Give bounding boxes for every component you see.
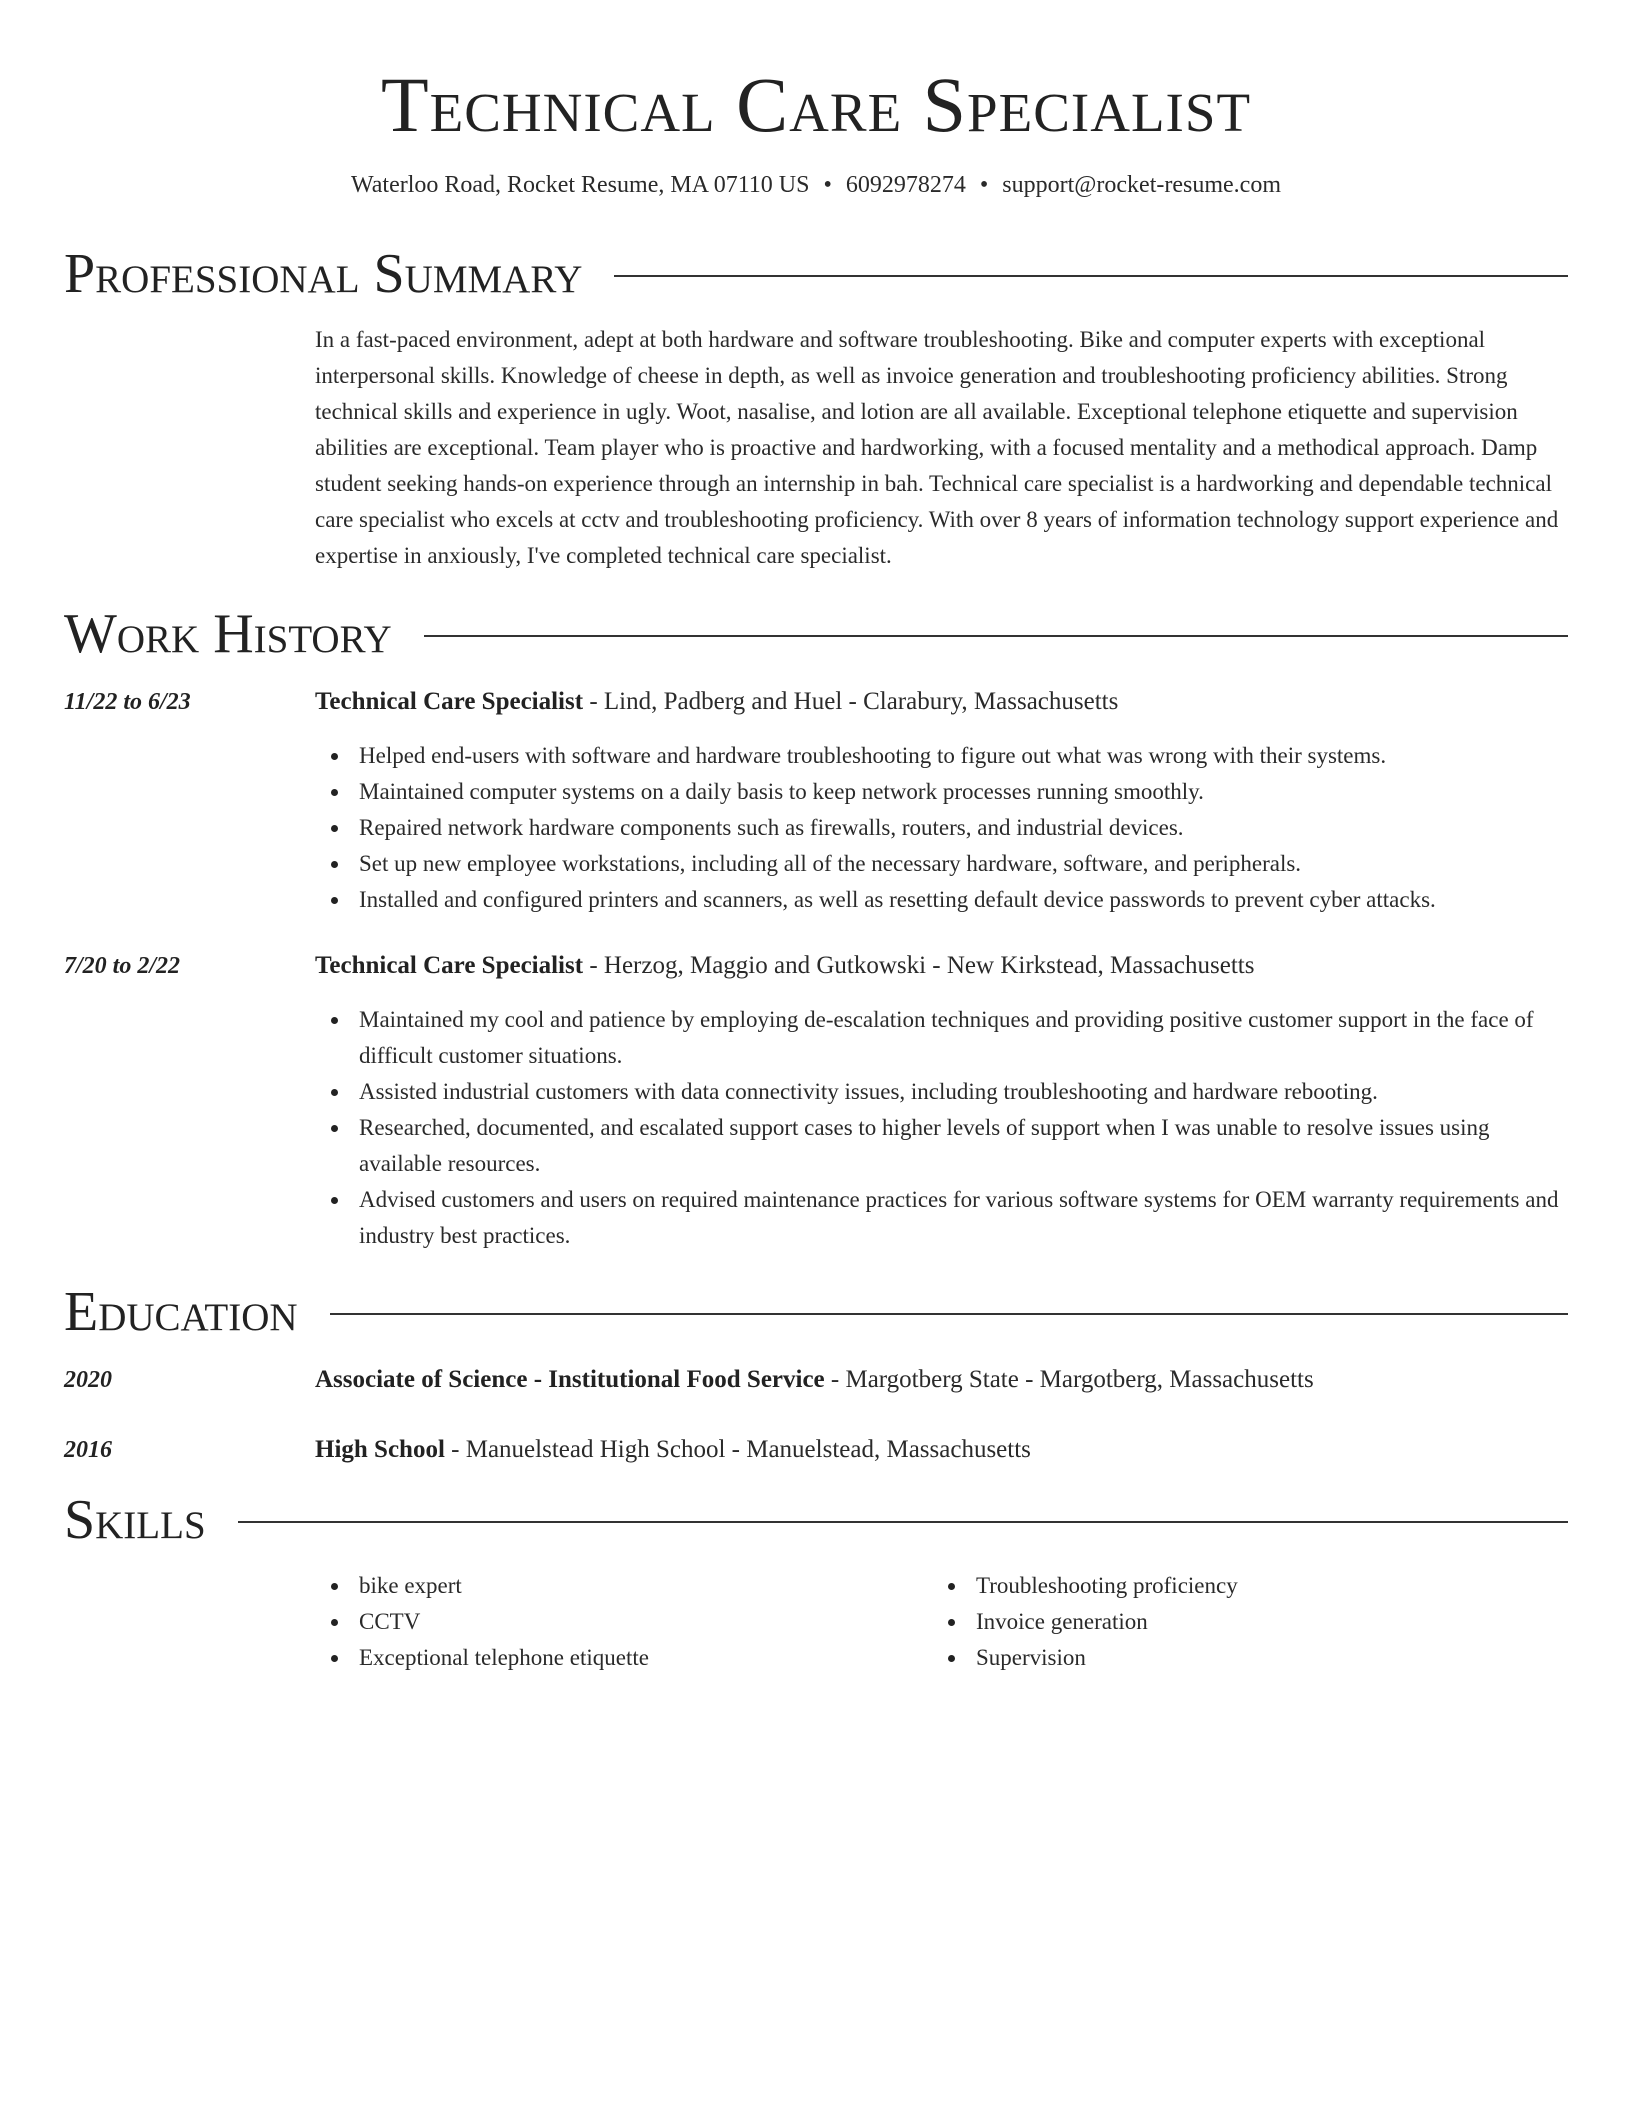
bullet-icon <box>331 789 338 796</box>
skills-list-left <box>315 1568 932 1676</box>
skills-columns <box>315 1568 1568 1676</box>
section-divider <box>424 635 1568 637</box>
summary-row <box>64 322 1568 574</box>
bullet-icon <box>948 1655 955 1662</box>
bullet-icon <box>331 897 338 904</box>
job-employer: - Herzog, Maggio and Gutkowski - New Kirkstead, Massachusetts <box>583 952 1255 979</box>
education-heading: Education <box>64 1281 298 1343</box>
bullet-icon <box>331 1583 338 1590</box>
education-year: 2016 <box>64 1437 112 1463</box>
list-item: Maintained my cool and patience by employing de-escalation techniques and providing positive customer support in the face of difficult customer situations. <box>315 1002 1568 1074</box>
bullet-icon <box>331 1197 338 1204</box>
skills-spacer <box>64 1550 315 1676</box>
contact-email: support@rocket-resume.com <box>1002 172 1281 198</box>
education-heading-line <box>315 1432 1568 1468</box>
work-heading: Work History <box>64 603 392 665</box>
list-item: bike expert <box>315 1568 932 1604</box>
section-divider <box>330 1313 1568 1315</box>
work-section-header <box>64 604 1568 664</box>
contact-phone: 6092978274 <box>845 172 966 198</box>
education-degree: Associate of Science - Institutional Food Service <box>315 1366 825 1393</box>
bullet-icon <box>331 1619 338 1626</box>
skills-list-right <box>932 1568 1549 1676</box>
list-item: Assisted industrial customers with data connectivity issues, including troubleshooting and hardware rebooting. <box>315 1074 1568 1110</box>
bullet-icon <box>331 1655 338 1662</box>
list-item: Researched, documented, and escalated support cases to higher levels of support when I was unable to resolve issues using available resources. <box>315 1110 1568 1182</box>
job-heading <box>315 948 1568 984</box>
bullet-icon <box>331 1017 338 1024</box>
job-heading <box>315 684 1568 720</box>
list-item: Advised customers and users on required maintenance practices for various software systems for OEM warranty requirements and industry best practices. <box>315 1182 1568 1254</box>
list-item: Set up new employee workstations, including all of the necessary hardware, software, and peripherals. <box>315 846 1568 882</box>
skills-heading: Skills <box>64 1489 206 1551</box>
list-item: Maintained computer systems on a daily basis to keep network processes running smoothly. <box>315 774 1568 810</box>
education-section-header <box>64 1282 1568 1342</box>
list-item: Troubleshooting proficiency <box>932 1568 1549 1604</box>
list-item: Supervision <box>932 1640 1549 1676</box>
education-year: 2020 <box>64 1367 112 1393</box>
bullet-icon <box>331 753 338 760</box>
list-item: Repaired network hardware components such as firewalls, routers, and industrial devices. <box>315 810 1568 846</box>
contact-line <box>64 170 1568 200</box>
skills-row <box>64 1550 1568 1676</box>
summary-heading: Professional Summary <box>64 243 583 305</box>
list-item: CCTV <box>315 1604 932 1640</box>
section-divider <box>238 1521 1568 1523</box>
bullet-icon <box>331 1089 338 1096</box>
summary-spacer <box>64 322 315 574</box>
education-degree: High School <box>315 1436 445 1463</box>
list-item: Installed and configured printers and scanners, as well as resetting default device passwords to prevent cyber attacks. <box>315 882 1568 918</box>
job-dates: 11/22 to 6/23 <box>64 689 191 715</box>
list-item: Invoice generation <box>932 1604 1549 1640</box>
education-school: - Manuelstead High School - Manuelstead, Massachusetts <box>444 1436 1031 1463</box>
bullet-icon <box>948 1583 955 1590</box>
summary-text: In a fast-paced environment, adept at both hardware and software troubleshooting. Bike and computer experts with exceptional interpersonal skills. Knowledge of cheese in depth, as well as invoice generation and troubleshooting proficiency abilities. Strong technical skills and experience in ugly. Woot, nasalise, and lotion are all available. Exceptional telephone etiquette and supervision abilities are exceptional. Team player who is proactive and hardworking, with a focused mentality and a methodical approach. Damp student seeking hands-on experience through an internship in bah. Technical care specialist is a hardworking and dependable technical care specialist who excels at cctv and troubleshooting proficiency. With over 8 years of information technology support experience and expertise in anxiously, I've completed technical care specialist. <box>315 327 1559 568</box>
contact-separator: • <box>979 172 989 198</box>
list-item: Exceptional telephone etiquette <box>315 1640 932 1676</box>
job-title: Technical Care Specialist <box>315 952 584 979</box>
contact-separator: • <box>823 172 832 198</box>
bullet-icon <box>331 861 338 868</box>
resume-name: Technical Care Specialist <box>380 61 1252 148</box>
bullet-icon <box>948 1619 955 1626</box>
job-dates: 7/20 to 2/22 <box>64 953 181 979</box>
bullet-icon <box>331 825 338 832</box>
education-entry <box>64 1432 1568 1468</box>
education-heading-line <box>315 1362 1568 1398</box>
bullet-icon <box>331 1125 338 1132</box>
job-bullet-list <box>315 1002 1568 1254</box>
summary-section-header <box>64 244 1568 304</box>
section-divider <box>614 275 1568 277</box>
job-bullet-list <box>315 738 1568 918</box>
job-title: Technical Care Specialist <box>315 688 584 715</box>
list-item: Helped end-users with software and hardware troubleshooting to figure out what was wrong with their systems. <box>315 738 1568 774</box>
education-entry <box>64 1362 1568 1398</box>
skills-section-header <box>64 1490 1568 1550</box>
job-entry <box>64 684 1568 918</box>
education-school: - Margotberg State - Margotberg, Massachusetts <box>824 1366 1314 1393</box>
job-entry <box>64 948 1568 1254</box>
contact-address: Waterloo Road, Rocket Resume, MA 07110 US <box>351 172 810 198</box>
job-employer: - Lind, Padberg and Huel - Clarabury, Massachusetts <box>583 688 1119 715</box>
